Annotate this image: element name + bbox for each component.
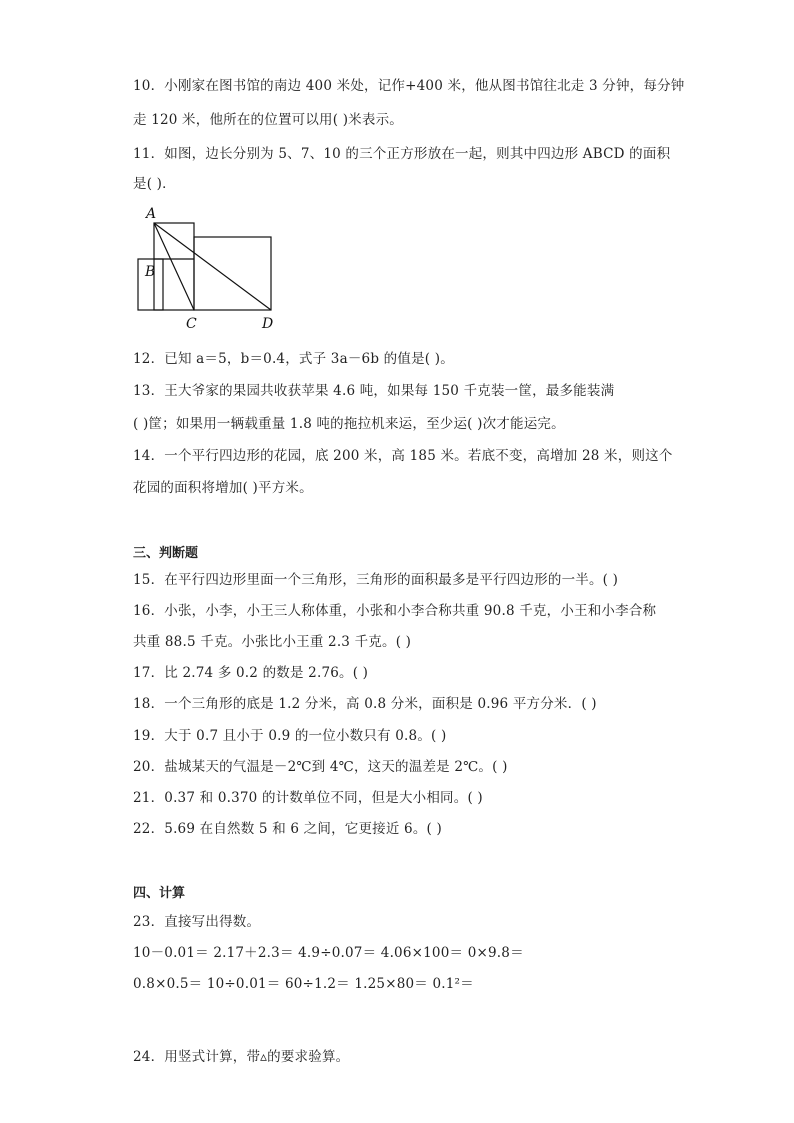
q14-line1: 14．一个平行四边形的花园，底 200 米，高 185 米。若底不变，高增加 28 米，则这个 — [133, 448, 673, 464]
line-ac — [154, 223, 194, 310]
q19: 19．大于 0.7 且小于 0.9 的一位小数只有 0.8。( ) — [133, 728, 447, 744]
squares-figure — [130, 200, 290, 340]
section4-heading: 四、计算 — [133, 886, 186, 901]
q23-title: 23．直接写出得数。 — [133, 914, 261, 930]
q16-line1: 16．小张，小李，小王三人称体重，小张和小李合称共重 90.8 千克，小王和小李合称 — [133, 603, 657, 619]
q16-line2: 共重 88.5 千克。小张比小王重 2.3 千克。( ) — [133, 634, 412, 650]
q15: 15．在平行四边形里面一个三角形，三角形的面积最多是平行四边形的一半。( ) — [133, 572, 619, 588]
q17: 17．比 2.74 多 0.2 的数是 2.76。( ) — [133, 665, 369, 681]
q11-line1: 11．如图，边长分别为 5、7、10 的三个正方形放在一起，则其中四边形 ABCD 的面积 — [133, 146, 671, 162]
label-d: D — [262, 316, 274, 332]
q13-line1: 13．王大爷家的果园共收获苹果 4.6 吨，如果每 150 千克装一筐，最多能装满 — [133, 383, 615, 399]
q11-line2: 是( )． — [133, 176, 176, 192]
q23-row1: 10－0.01＝ 2.17＋2.3＝ 4.9÷0.07＝ 4.06×100＝ 0×9.8＝ — [133, 945, 524, 961]
q20: 20．盐城某天的气温是－2℃到 4℃，这天的温差是 2℃。( ) — [133, 759, 508, 775]
square-10 — [194, 237, 271, 310]
q14-line2: 花园的面积将增加( )平方米。 — [133, 480, 313, 496]
label-b: B — [145, 264, 156, 280]
q21: 21．0.37 和 0.370 的计数单位不同，但是大小相同。( ) — [133, 790, 483, 806]
section3-heading: 三、判断题 — [133, 546, 199, 561]
q10-line2: 走 120 米，他所在的位置可以用( )米表示。 — [133, 112, 403, 128]
q12-line1: 12．已知 a＝5，b＝0.4，式子 3a－6b 的值是( )。 — [133, 351, 454, 367]
label-a: A — [146, 206, 157, 222]
q10-line1: 10．小刚家在图书馆的南边 400 米处，记作+400 米，他从图书馆往北走 3 分钟，每分钟 — [133, 78, 685, 94]
label-c: C — [186, 316, 197, 332]
q13-line2: ( )筐；如果用一辆载重量 1.8 吨的拖拉机来运，至少运( )次才能运完。 — [133, 416, 565, 432]
line-ad — [154, 223, 271, 310]
q24-title: 24．用竖式计算，带▵的要求验算。 — [133, 1049, 350, 1065]
q22: 22．5.69 在自然数 5 和 6 之间，它更接近 6。( ) — [133, 821, 442, 837]
q23-row2: 0.8×0.5＝ 10÷0.01＝ 60÷1.2＝ 1.25×80＝ 0.1²＝ — [133, 976, 474, 992]
q18: 18．一个三角形的底是 1.2 分米，高 0.8 分米，面积是 0.96 平方分米．( ) — [133, 696, 597, 712]
